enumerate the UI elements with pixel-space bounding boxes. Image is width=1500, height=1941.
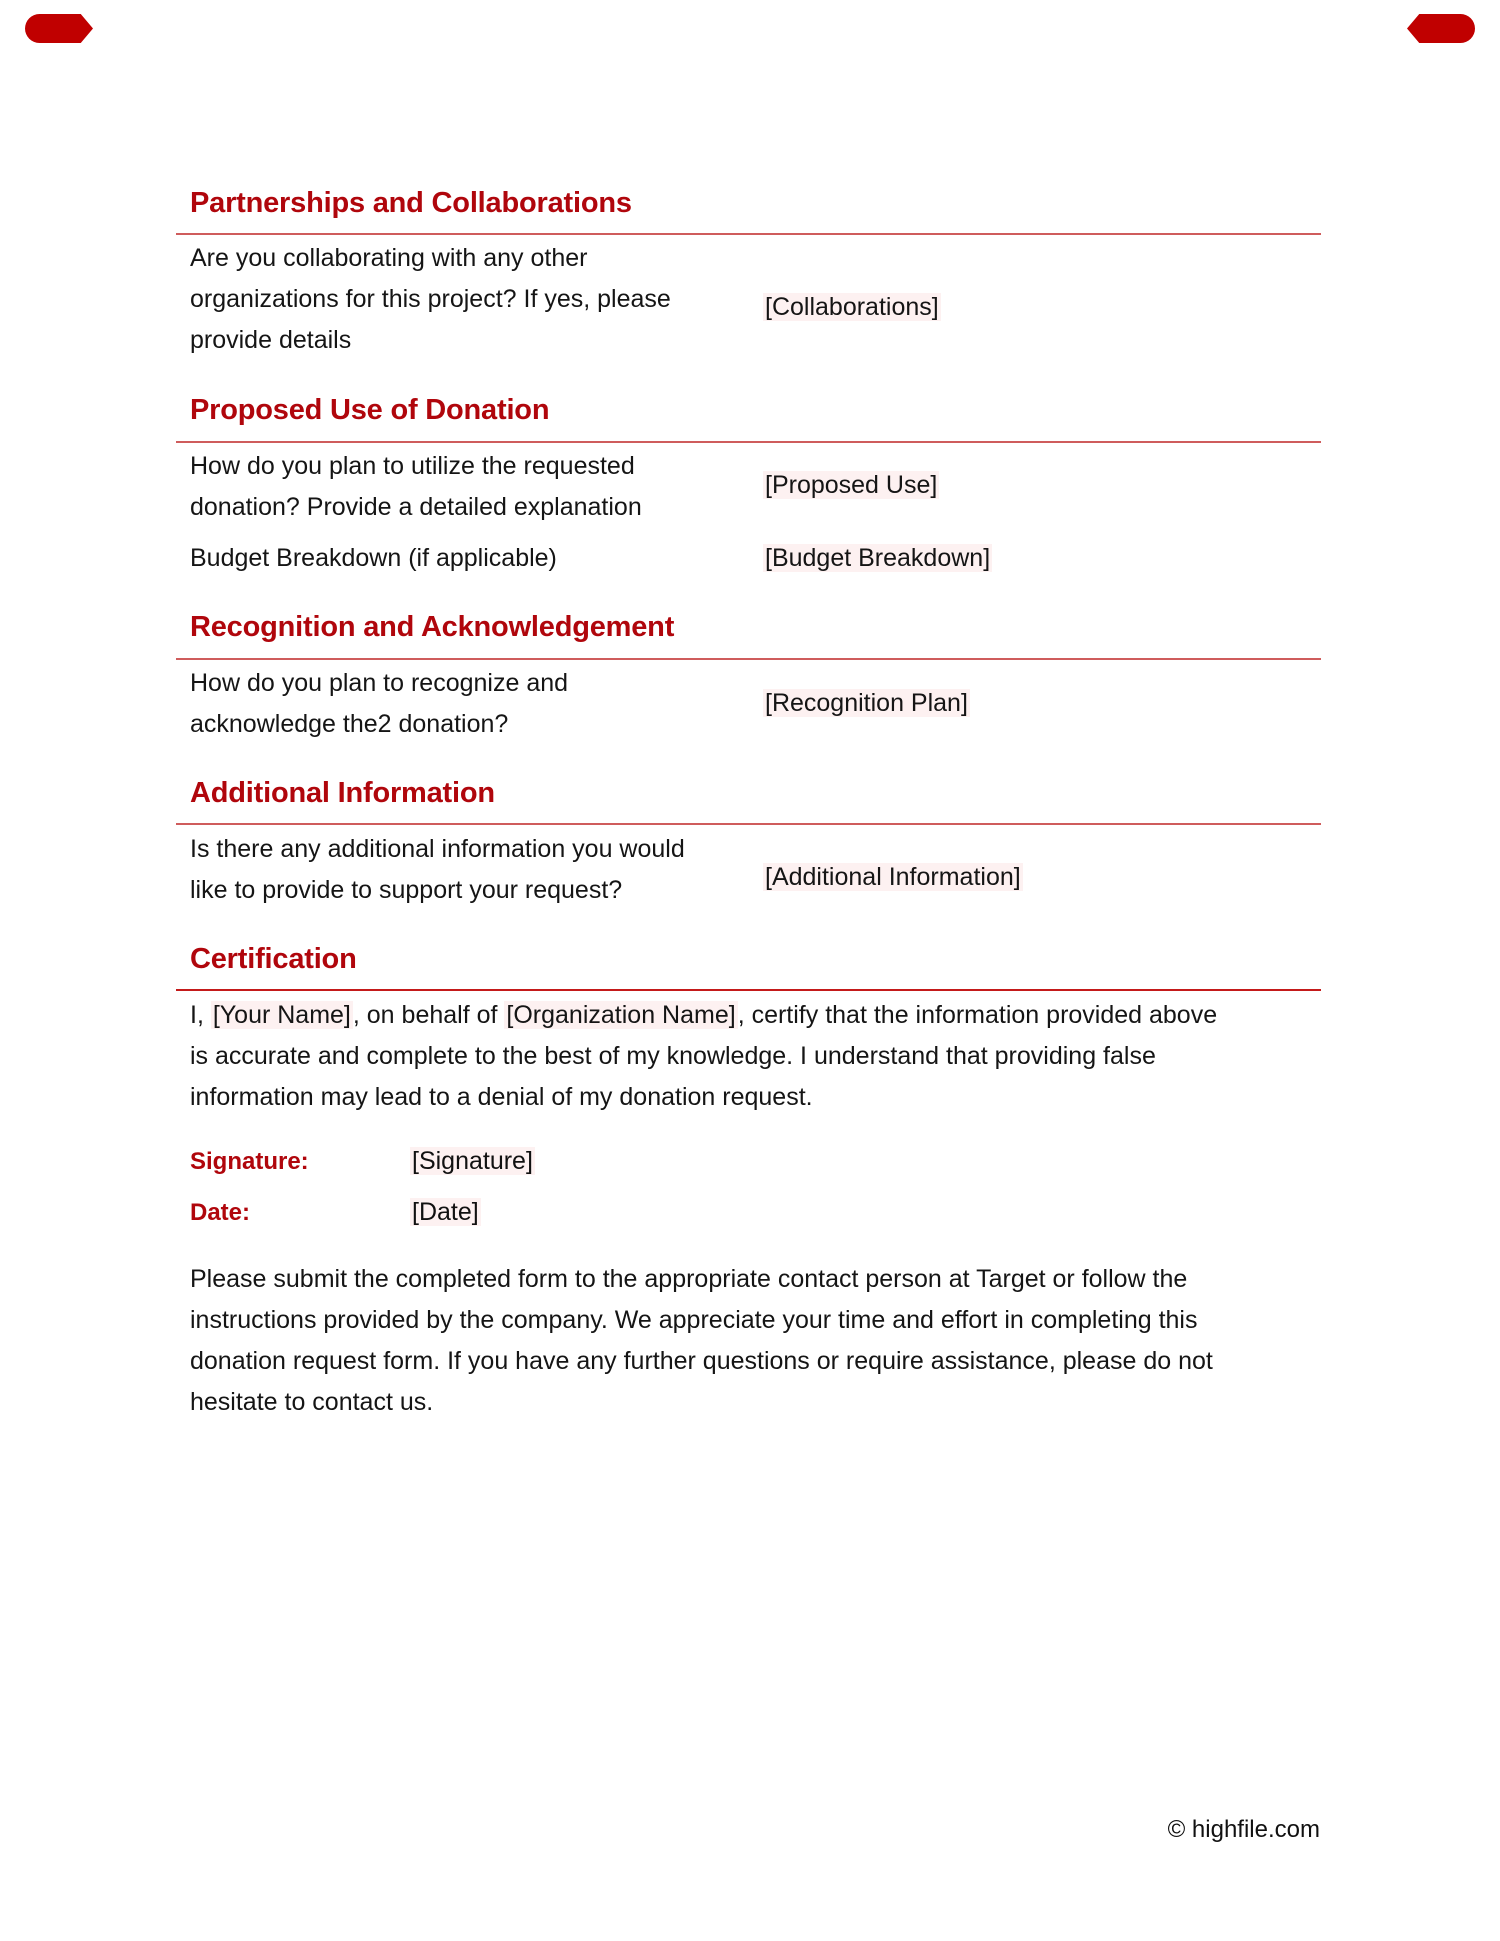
date-field[interactable]: [Date] — [412, 1198, 479, 1226]
question-additional — [190, 829, 685, 911]
question-line: How do you plan to utilize the requested — [190, 452, 635, 480]
budget-label: Budget Breakdown (if applicable) — [190, 544, 557, 572]
closing-paragraph — [190, 1259, 1213, 1423]
section-divider — [176, 441, 1321, 443]
decorative-tab-left — [25, 14, 93, 43]
decorative-tab-right — [1407, 14, 1475, 43]
signature-label: Signature: — [190, 1148, 309, 1175]
question-line: donation? Provide a detailed explanation — [190, 493, 642, 521]
section-divider — [176, 658, 1321, 660]
date-label: Date: — [190, 1199, 251, 1226]
question-line: organizations for this project? If yes, please — [190, 285, 671, 313]
certification-statement — [190, 995, 1217, 1118]
section-heading-recognition: Recognition and Acknowledgement — [190, 611, 675, 643]
section-heading-partnerships: Partnerships and Collaborations — [190, 187, 632, 219]
question-recognition — [190, 663, 568, 745]
closing-line: Please submit the completed form to the appropriate contact person at Target or follow the — [190, 1265, 1188, 1293]
question-line: acknowledge the2 donation? — [190, 710, 509, 738]
additional-information-field[interactable]: [Additional Information] — [765, 863, 1021, 891]
question-line: How do you plan to recognize and — [190, 669, 569, 697]
closing-line: instructions provided by the company. We appreciate your time and effort in completing this — [190, 1306, 1198, 1334]
section-heading-proposed-use: Proposed Use of Donation — [190, 394, 550, 426]
copyright-notice: © highfile.com — [1167, 1816, 1320, 1843]
question-line: provide details — [190, 326, 352, 354]
question-line: like to provide to support your request? — [190, 876, 623, 904]
organization-name-field[interactable]: [Organization Name] — [506, 1001, 736, 1029]
certification-line-2: is accurate and complete to the best of my knowledge. I understand that providing false — [190, 1042, 1156, 1070]
question-line: Is there any additional information you would — [190, 835, 685, 863]
signature-field[interactable]: [Signature] — [412, 1147, 533, 1175]
question-proposed-use — [190, 446, 642, 528]
section-heading-certification: Certification — [190, 943, 357, 975]
section-divider — [176, 989, 1321, 991]
recognition-plan-field[interactable]: [Recognition Plan] — [765, 689, 968, 717]
section-divider — [176, 233, 1321, 235]
question-line: Are you collaborating with any other — [190, 244, 588, 272]
section-heading-additional: Additional Information — [190, 777, 495, 809]
collaborations-field[interactable]: [Collaborations] — [765, 293, 939, 321]
proposed-use-field[interactable]: [Proposed Use] — [765, 471, 938, 499]
closing-line: donation request form. If you have any further questions or require assistance, please do not — [190, 1347, 1213, 1375]
closing-line: hesitate to contact us. — [190, 1388, 434, 1416]
question-partnerships — [190, 238, 671, 361]
budget-breakdown-field[interactable]: [Budget Breakdown] — [765, 544, 991, 572]
certification-line-1: I, [Your Name], on behalf of [Organization Name], certify that the information provided above — [190, 1001, 1218, 1029]
your-name-field[interactable]: [Your Name] — [212, 1001, 351, 1029]
section-divider — [176, 823, 1321, 825]
certification-line-3: information may lead to a denial of my donation request. — [190, 1083, 813, 1111]
